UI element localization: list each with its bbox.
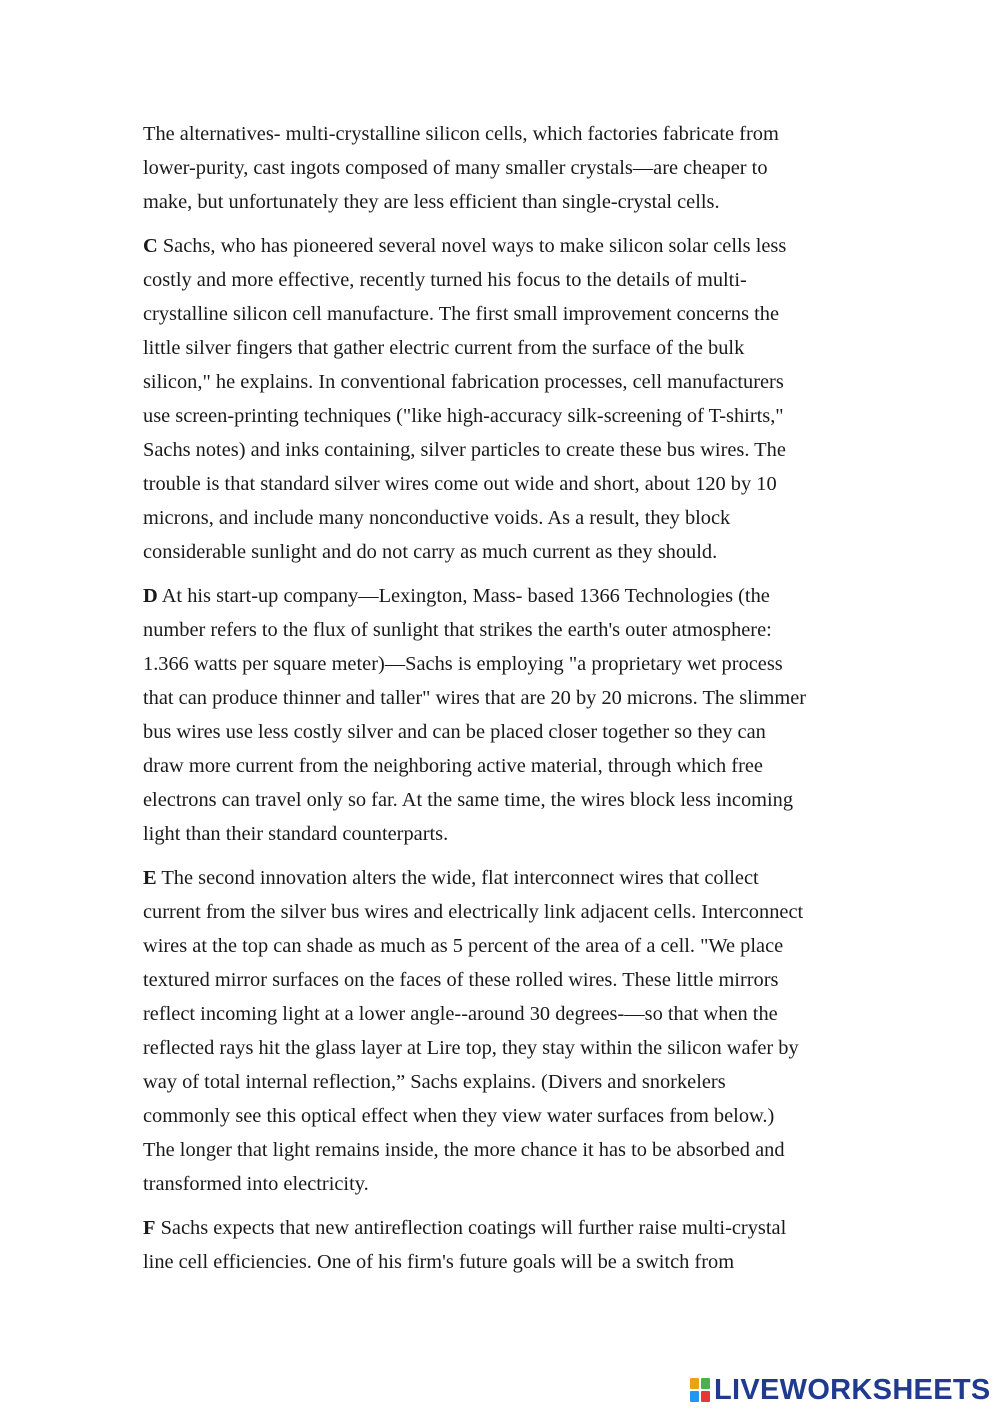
paragraph-f (143, 1211, 863, 1279)
logo-square-3 (690, 1391, 699, 1402)
logo-wordmark: LIVEWORKSHEETS (714, 1374, 991, 1406)
liveworksheets-logo (690, 1372, 991, 1408)
text-line: transformed into electricity. (143, 1173, 369, 1195)
text-line-rest: Sachs expects that new antireflection coatings will further raise multi-crystal (155, 1217, 787, 1239)
paragraph-letter: F (143, 1217, 156, 1239)
text-line: current from the silver bus wires and electrically link adjacent cells. Interconnect (143, 901, 804, 923)
text-line: crystalline silicon cell manufacture. The first small improvement concerns the (143, 303, 780, 325)
text-line: little silver fingers that gather electric current from the surface of the bulk (143, 337, 745, 359)
text-line: 1.366 watts per square meter)—Sachs is employing "a proprietary wet process (143, 653, 783, 675)
paragraph-d (143, 579, 863, 851)
text-line: electrons can travel only so far. At the same time, the wires block less incoming (143, 789, 794, 811)
text-line: The longer that light remains inside, the more chance it has to be absorbed and (143, 1139, 785, 1161)
text-line (143, 1211, 863, 1245)
text-line: costly and more effective, recently turned his focus to the details of multi- (143, 269, 747, 291)
paragraph-letter: E (143, 867, 157, 889)
text-line: trouble is that standard silver wires come out wide and short, about 120 by 10 (143, 473, 777, 495)
text-line: textured mirror surfaces on the faces of these rolled wires. These little mirrors (143, 969, 779, 991)
text-line: number refers to the flux of sunlight that strikes the earth's outer atmosphere: (143, 619, 772, 641)
logo-square-2 (701, 1378, 710, 1389)
document-body (143, 117, 863, 1289)
text-line: line cell efficiencies. One of his firm's future goals will be a switch from (143, 1251, 735, 1273)
liveworksheets-logo-icon (690, 1378, 710, 1402)
text-line: light than their standard counterparts. (143, 823, 449, 845)
paragraph-c (143, 229, 863, 569)
paragraph-e (143, 861, 863, 1201)
text-line: bus wires use less costly silver and can be placed closer together so they can (143, 721, 766, 743)
text-line: considerable sunlight and do not carry as much current as they should. (143, 541, 718, 563)
text-line-rest: Sachs, who has pioneered several novel ways to make silicon solar cells less (157, 235, 787, 257)
text-line: draw more current from the neighboring active material, through which free (143, 755, 763, 777)
paragraph-letter: D (143, 585, 158, 607)
text-line: lower-purity, cast ingots composed of many smaller crystals—are cheaper to (143, 157, 768, 179)
text-line: wires at the top can shade as much as 5 percent of the area of a cell. "We place (143, 935, 784, 957)
text-line: way of total internal reflection,” Sachs explains. (Divers and snorkelers (143, 1071, 726, 1093)
text-line (143, 229, 863, 263)
text-line: The alternatives- multi-crystalline silicon cells, which factories fabricate from (143, 123, 779, 145)
paragraph-intro (143, 117, 863, 219)
logo-square-4 (701, 1391, 710, 1402)
paragraph-letter: C (143, 235, 158, 257)
text-line: reflect incoming light at a lower angle--around 30 degrees-—so that when the (143, 1003, 778, 1025)
text-line: commonly see this optical effect when they view water surfaces from below.) (143, 1105, 775, 1127)
text-line: microns, and include many nonconductive voids. As a result, they block (143, 507, 731, 529)
text-line: that can produce thinner and taller" wires that are 20 by 20 microns. The slimmer (143, 687, 807, 709)
text-line: Sachs notes) and inks containing, silver particles to create these bus wires. The (143, 439, 786, 461)
logo-square-1 (690, 1378, 699, 1389)
text-line: reflected rays hit the glass layer at Lire top, they stay within the silicon wafer by (143, 1037, 799, 1059)
text-line: use screen-printing techniques ("like high-accuracy silk-screening of T-shirts," (143, 405, 784, 427)
text-line: make, but unfortunately they are less efficient than single-crystal cells. (143, 191, 720, 213)
text-line (143, 579, 863, 613)
text-line-rest: At his start-up company—Lexington, Mass- based 1366 Technologies (the (157, 585, 770, 607)
text-line (143, 861, 863, 895)
text-line: silicon," he explains. In conventional fabrication processes, cell manufacturers (143, 371, 784, 393)
text-line-rest: The second innovation alters the wide, flat interconnect wires that collect (156, 867, 759, 889)
